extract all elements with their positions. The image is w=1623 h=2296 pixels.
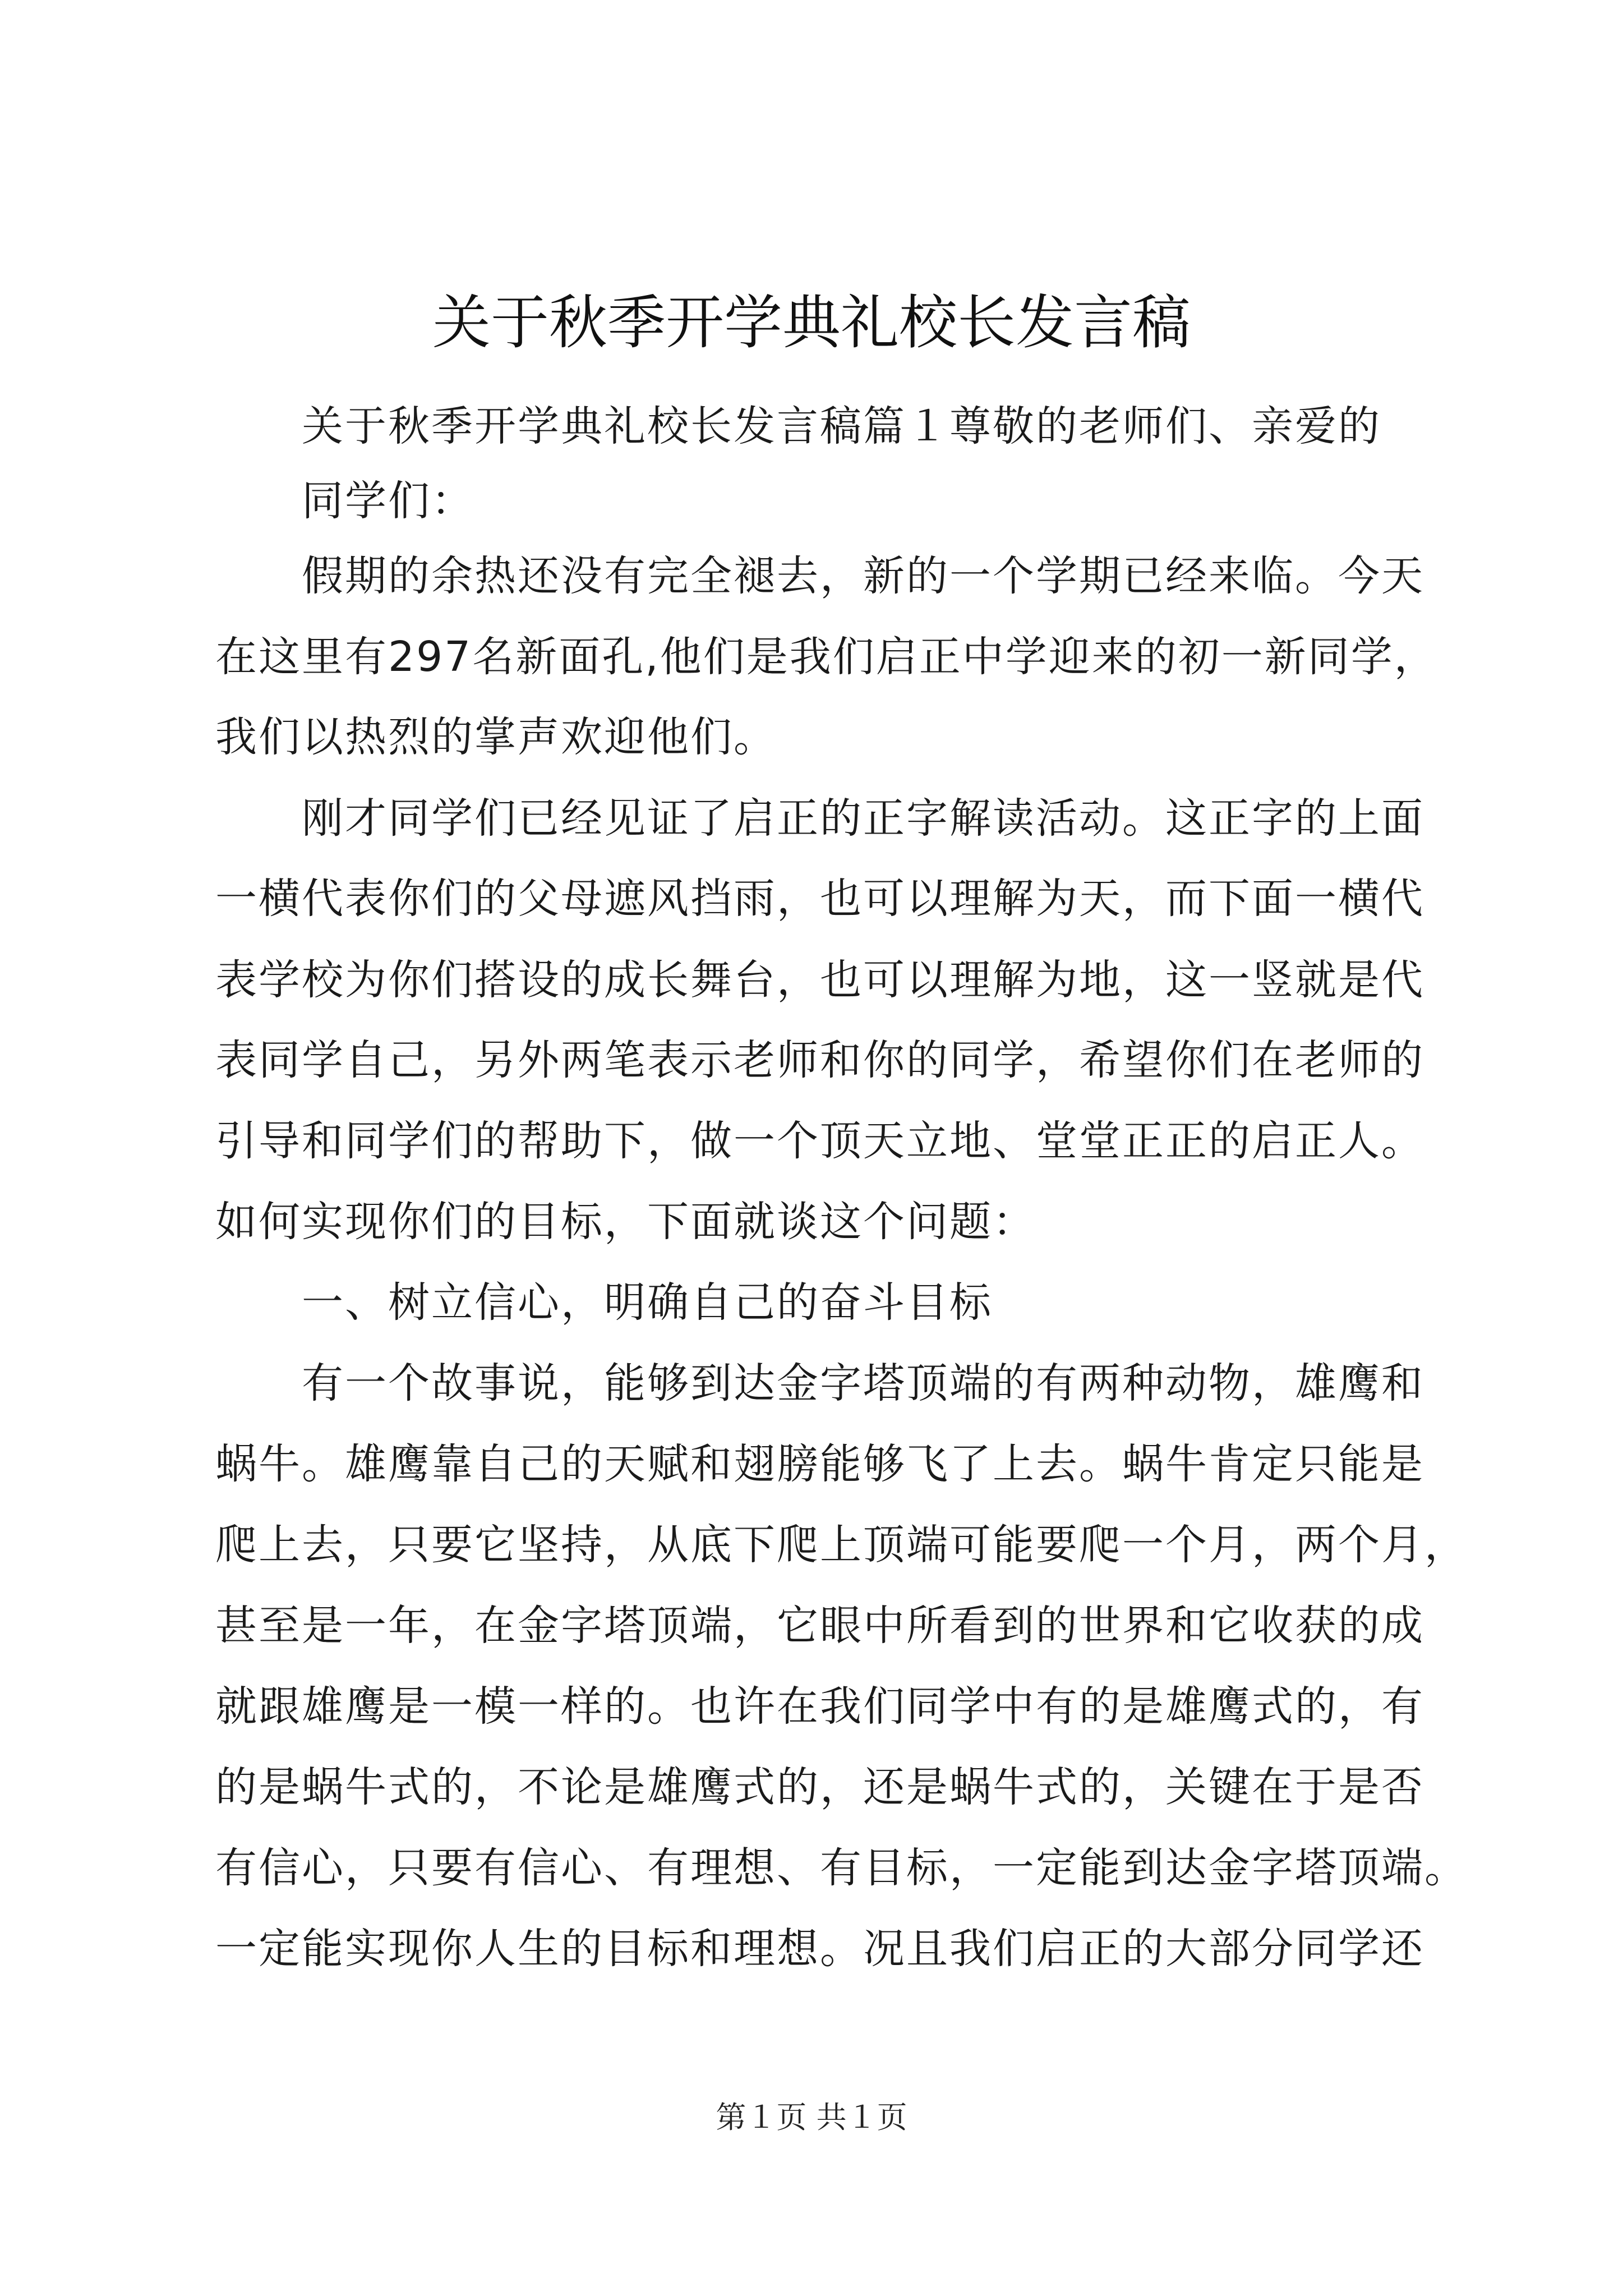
paragraph-line: 我们以热烈的掌声欢迎他们。 — [215, 713, 777, 761]
paragraph-line: 在这里有297名新面孔,他们是我们启正中学迎来的初一新同学， — [215, 633, 1437, 681]
paragraph-line: 有信心，只要有信心、有理想、有目标，一定能到达金字塔顶端。 — [215, 1844, 1468, 1892]
paragraph-line: 蜗牛。雄鹰靠自己的天赋和翅膀能够飞了上去。蜗牛肯定只能是 — [215, 1440, 1424, 1488]
paragraph-line: 就跟雄鹰是一模一样的。也许在我们同学中有的是雄鹰式的，有 — [215, 1682, 1424, 1731]
paragraph-line: 有一个故事说，能够到达金字塔顶端的有两种动物，雄鹰和 — [302, 1359, 1424, 1407]
paragraph-line: 同学们： — [302, 477, 474, 525]
paragraph-line: 假期的余热还没有完全褪去，新的一个学期已经来临。今天 — [302, 552, 1424, 600]
paragraph-line: 表同学自己，另外两笔表示老师和你的同学，希望你们在老师的 — [215, 1036, 1424, 1084]
paragraph-line: 如何实现你们的目标，下面就谈这个问题： — [215, 1198, 1036, 1246]
section-heading: 一、树立信心，明确自己的奋斗目标 — [302, 1278, 993, 1327]
paragraph-line: 的是蜗牛式的，不论是雄鹰式的，还是蜗牛式的，关键在于是否 — [215, 1763, 1424, 1811]
page-footer: 第１页 共１页 — [716, 2100, 907, 2135]
paragraph-line: 表学校为你们搭设的成长舞台，也可以理解为地，这一竖就是代 — [215, 956, 1424, 1004]
paragraph-line: 关于秋季开学典礼校长发言稿篇１尊敬的老师们、亲爱的 — [302, 402, 1381, 450]
document-title: 关于秋季开学典礼校长发言稿 — [432, 288, 1191, 357]
paragraph-line: 一横代表你们的父母遮风挡雨，也可以理解为天，而下面一横代 — [215, 875, 1424, 923]
paragraph-line: 刚才同学们已经见证了启正的正字解读活动。这正字的上面 — [302, 794, 1424, 843]
paragraph-line: 甚至是一年，在金字塔顶端，它眼中所看到的世界和它收获的成 — [215, 1602, 1424, 1650]
paragraph-line: 爬上去，只要它坚持，从底下爬上顶端可能要爬一个月，两个月， — [215, 1521, 1468, 1569]
paragraph-line: 引导和同学们的帮助下，做一个顶天立地、堂堂正正的启正人。 — [215, 1117, 1424, 1165]
paragraph-line: 一定能实现你人生的目标和理想。况且我们启正的大部分同学还 — [215, 1925, 1424, 1973]
